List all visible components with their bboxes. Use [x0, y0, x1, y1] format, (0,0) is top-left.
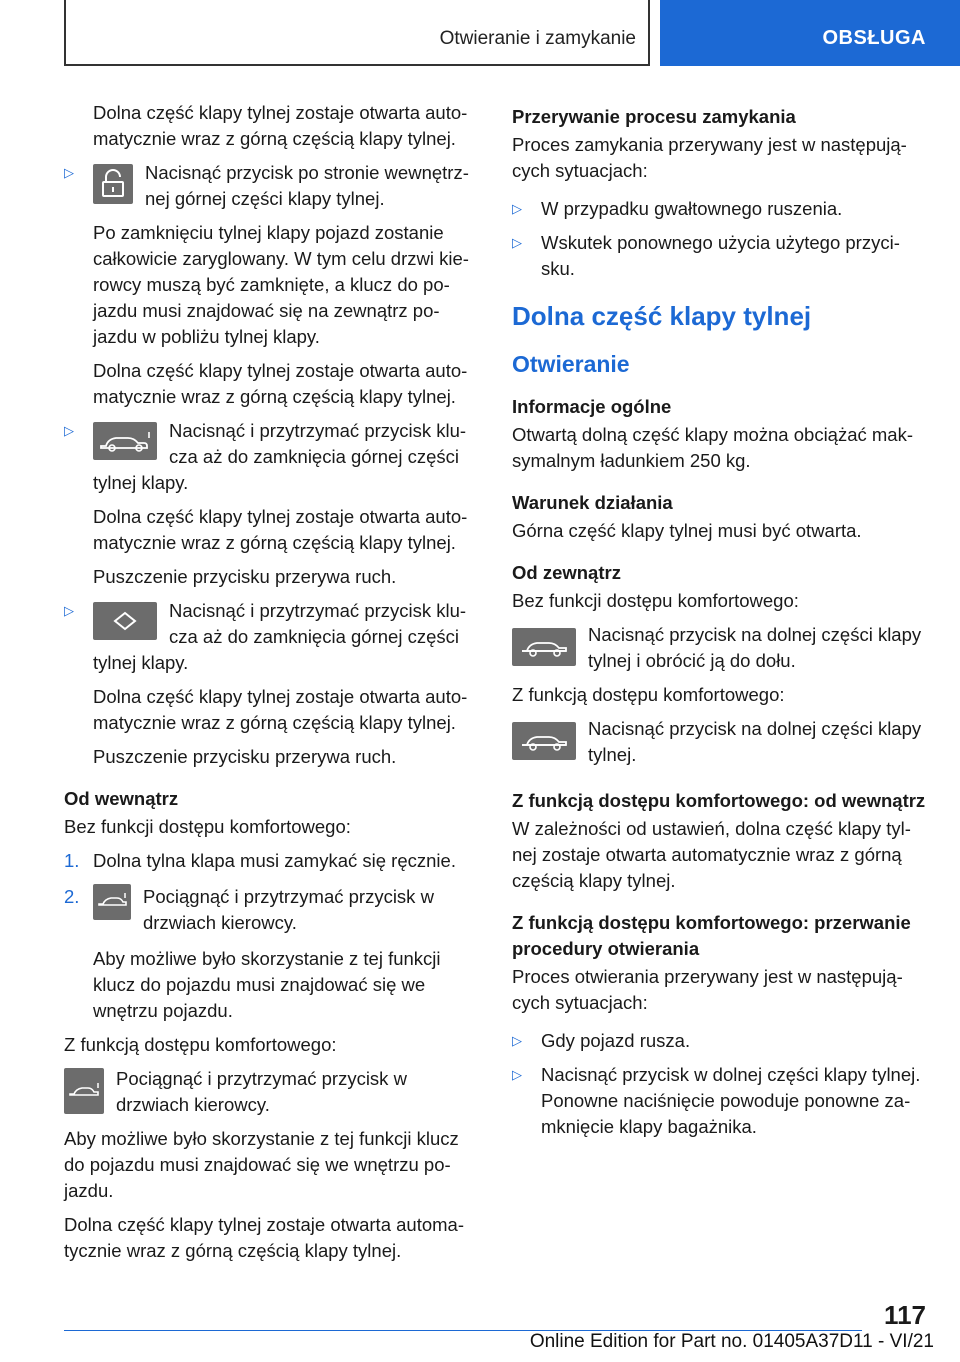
- header-rule-bottom: [64, 64, 650, 66]
- paragraph: Proces zamykania przerywany jest w następują-cych sytuacjach:: [512, 134, 907, 181]
- bullet-item: [64, 160, 476, 212]
- paragraph: Otwartą dolną część klapy można obciążać mak-symalnym ładunkiem 250 kg.: [512, 424, 914, 471]
- bullet-item: [512, 196, 928, 222]
- triangle-bullet-icon: ▷: [512, 201, 522, 216]
- bullet-item: [512, 230, 928, 282]
- paragraph: Górna część klapy tylnej musi być otwarta.: [512, 520, 862, 541]
- paragraph: Z funkcją dostępu komfortowego:: [64, 1034, 337, 1055]
- subheading: Od wewnątrz: [64, 788, 179, 809]
- bullet-text: Nacisnąć przycisk po stronie wewnętrz-nej górnej części klapy tylnej.: [145, 162, 469, 209]
- lock-button-icon: [93, 164, 133, 204]
- paragraph: Dolna część klapy tylnej zostaje otwarta auto-matycznie wraz z górną częścią klapy tylnej.: [93, 686, 468, 733]
- subheading: Warunek działania: [512, 492, 673, 513]
- door-tailgate-button-icon: [93, 884, 131, 920]
- edition-footer: Online Edition for Part no. 01405A37D11 - VI/21: [529, 1331, 934, 1352]
- icon-instruction: [64, 1066, 476, 1118]
- subsection-heading: Otwieranie: [512, 351, 630, 377]
- right-column: [512, 100, 928, 1148]
- subheading: Informacje ogólne: [512, 396, 672, 417]
- subheading: Z funkcją dostępu komfortowego: od wewnątrz: [512, 790, 926, 811]
- paragraph: Dolna część klapy tylnej zostaje otwarta automa-tycznie wraz z górną częścią klapy tylnej.: [64, 1214, 464, 1261]
- triangle-bullet-icon: ▷: [512, 1033, 522, 1048]
- header-rule-right: [648, 0, 650, 66]
- section-heading: Dolna część klapy tylnej: [512, 301, 812, 331]
- paragraph: Bez funkcji dostępu komfortowego:: [512, 590, 799, 611]
- tailgate-key-button-icon: [93, 422, 157, 460]
- subheading: Z funkcją dostępu komfortowego: przerwanie procedury otwierania: [512, 912, 911, 959]
- paragraph: Z funkcją dostępu komfortowego:: [512, 684, 785, 705]
- paragraph: Proces otwierania przerywany jest w następują-cych sytuacjach:: [512, 966, 903, 1013]
- chapter-tab-label: OBSŁUGA: [822, 27, 926, 49]
- numbered-item: [64, 848, 476, 874]
- instruction-text: Nacisnąć przycisk na dolnej części klapy tylnej i obrócić ją do dołu.: [588, 624, 922, 671]
- diamond-key-button-icon: [93, 602, 157, 640]
- page-number: 117: [884, 1300, 926, 1330]
- step-text: Dolna tylna klapa musi zamykać się ręcznie.: [93, 850, 456, 871]
- left-column: [64, 100, 476, 1272]
- step-number: 2.: [64, 886, 80, 907]
- step-text: Pociągnąć i przytrzymać przycisk w drzwiach kierowcy.: [143, 886, 434, 933]
- tailgate-button-icon: [512, 722, 576, 760]
- paragraph: Puszczenie przycisku przerywa ruch.: [93, 566, 397, 587]
- triangle-bullet-icon: ▷: [512, 235, 522, 250]
- paragraph: Aby możliwe było skorzystanie z tej funkcji klucz do pojazdu musi znajdować się we wnętrzu po-jazdu.: [64, 1128, 459, 1201]
- bullet-text: W przypadku gwałtownego ruszenia.: [541, 198, 843, 219]
- paragraph: W zależności od ustawień, dolna część klapy tyl-nej zostaje otwarta automatycznie wraz z górną częścią klapy tylnej.: [512, 818, 911, 891]
- instruction-text: Nacisnąć przycisk na dolnej części klapy tylnej.: [588, 718, 922, 765]
- bullet-text: Nacisnąć i przytrzymać przycisk klu-cza aż do zamknięcia górnej części tylnej klapy.: [93, 600, 467, 673]
- paragraph: Puszczenie przycisku przerywa ruch.: [93, 746, 397, 767]
- chapter-tab: [660, 0, 960, 66]
- step-number: 1.: [64, 850, 80, 871]
- bullet-text: Wskutek ponownego użycia użytego przyci-sku.: [541, 232, 900, 279]
- bullet-item: [64, 418, 476, 496]
- instruction-text: Pociągnąć i przytrzymać przycisk w drzwiach kierowcy.: [116, 1068, 407, 1115]
- triangle-bullet-icon: ▷: [64, 165, 74, 180]
- bullet-text: Gdy pojazd rusza.: [541, 1030, 691, 1051]
- bullet-text: Nacisnąć przycisk w dolnej części klapy tylnej. Ponowne naciśnięcie powoduje ponowne za-mknięcie klapy bagażnika.: [541, 1064, 921, 1137]
- paragraph: Dolna część klapy tylnej zostaje otwarta auto-matycznie wraz z górną częścią klapy tylnej.: [93, 360, 468, 407]
- bullet-item: [512, 1028, 928, 1054]
- triangle-bullet-icon: ▷: [64, 423, 74, 438]
- paragraph: Bez funkcji dostępu komfortowego:: [64, 816, 351, 837]
- icon-instruction: [512, 622, 928, 674]
- paragraph: Dolna część klapy tylnej zostaje otwarta auto-matycznie wraz z górną częścią klapy tylnej.: [93, 102, 468, 149]
- paragraph: Po zamknięciu tylnej klapy pojazd zostanie całkowicie zaryglowany. W tym celu drzwi kie-rowcy muszą być zamknięte, a klucz do po-jazdu musi znajdować się na zewnątrz po-jazdu w pobliżu tylnej klapy.: [93, 222, 469, 347]
- paragraph: Aby możliwe było skorzystanie z tej funkcji klucz do pojazdu musi znajdować się we wnętrzu pojazdu.: [93, 948, 441, 1021]
- subheading: Od zewnątrz: [512, 562, 621, 583]
- icon-instruction: [512, 716, 928, 768]
- subheading: Przerywanie procesu zamykania: [512, 106, 796, 127]
- triangle-bullet-icon: ▷: [64, 603, 74, 618]
- bullet-item: [64, 598, 476, 676]
- paragraph: Dolna część klapy tylnej zostaje otwarta auto-matycznie wraz z górną częścią klapy tylnej.: [93, 506, 468, 553]
- numbered-item: [64, 884, 476, 936]
- bullet-text: Nacisnąć i przytrzymać przycisk klu-cza aż do zamknięcia górnej części tylnej klapy.: [93, 420, 467, 493]
- section-title: Otwieranie i zamykanie: [439, 28, 636, 49]
- triangle-bullet-icon: ▷: [512, 1067, 522, 1082]
- door-tailgate-button-icon: [64, 1068, 104, 1114]
- bullet-item: [512, 1062, 928, 1140]
- tailgate-button-icon: [512, 628, 576, 666]
